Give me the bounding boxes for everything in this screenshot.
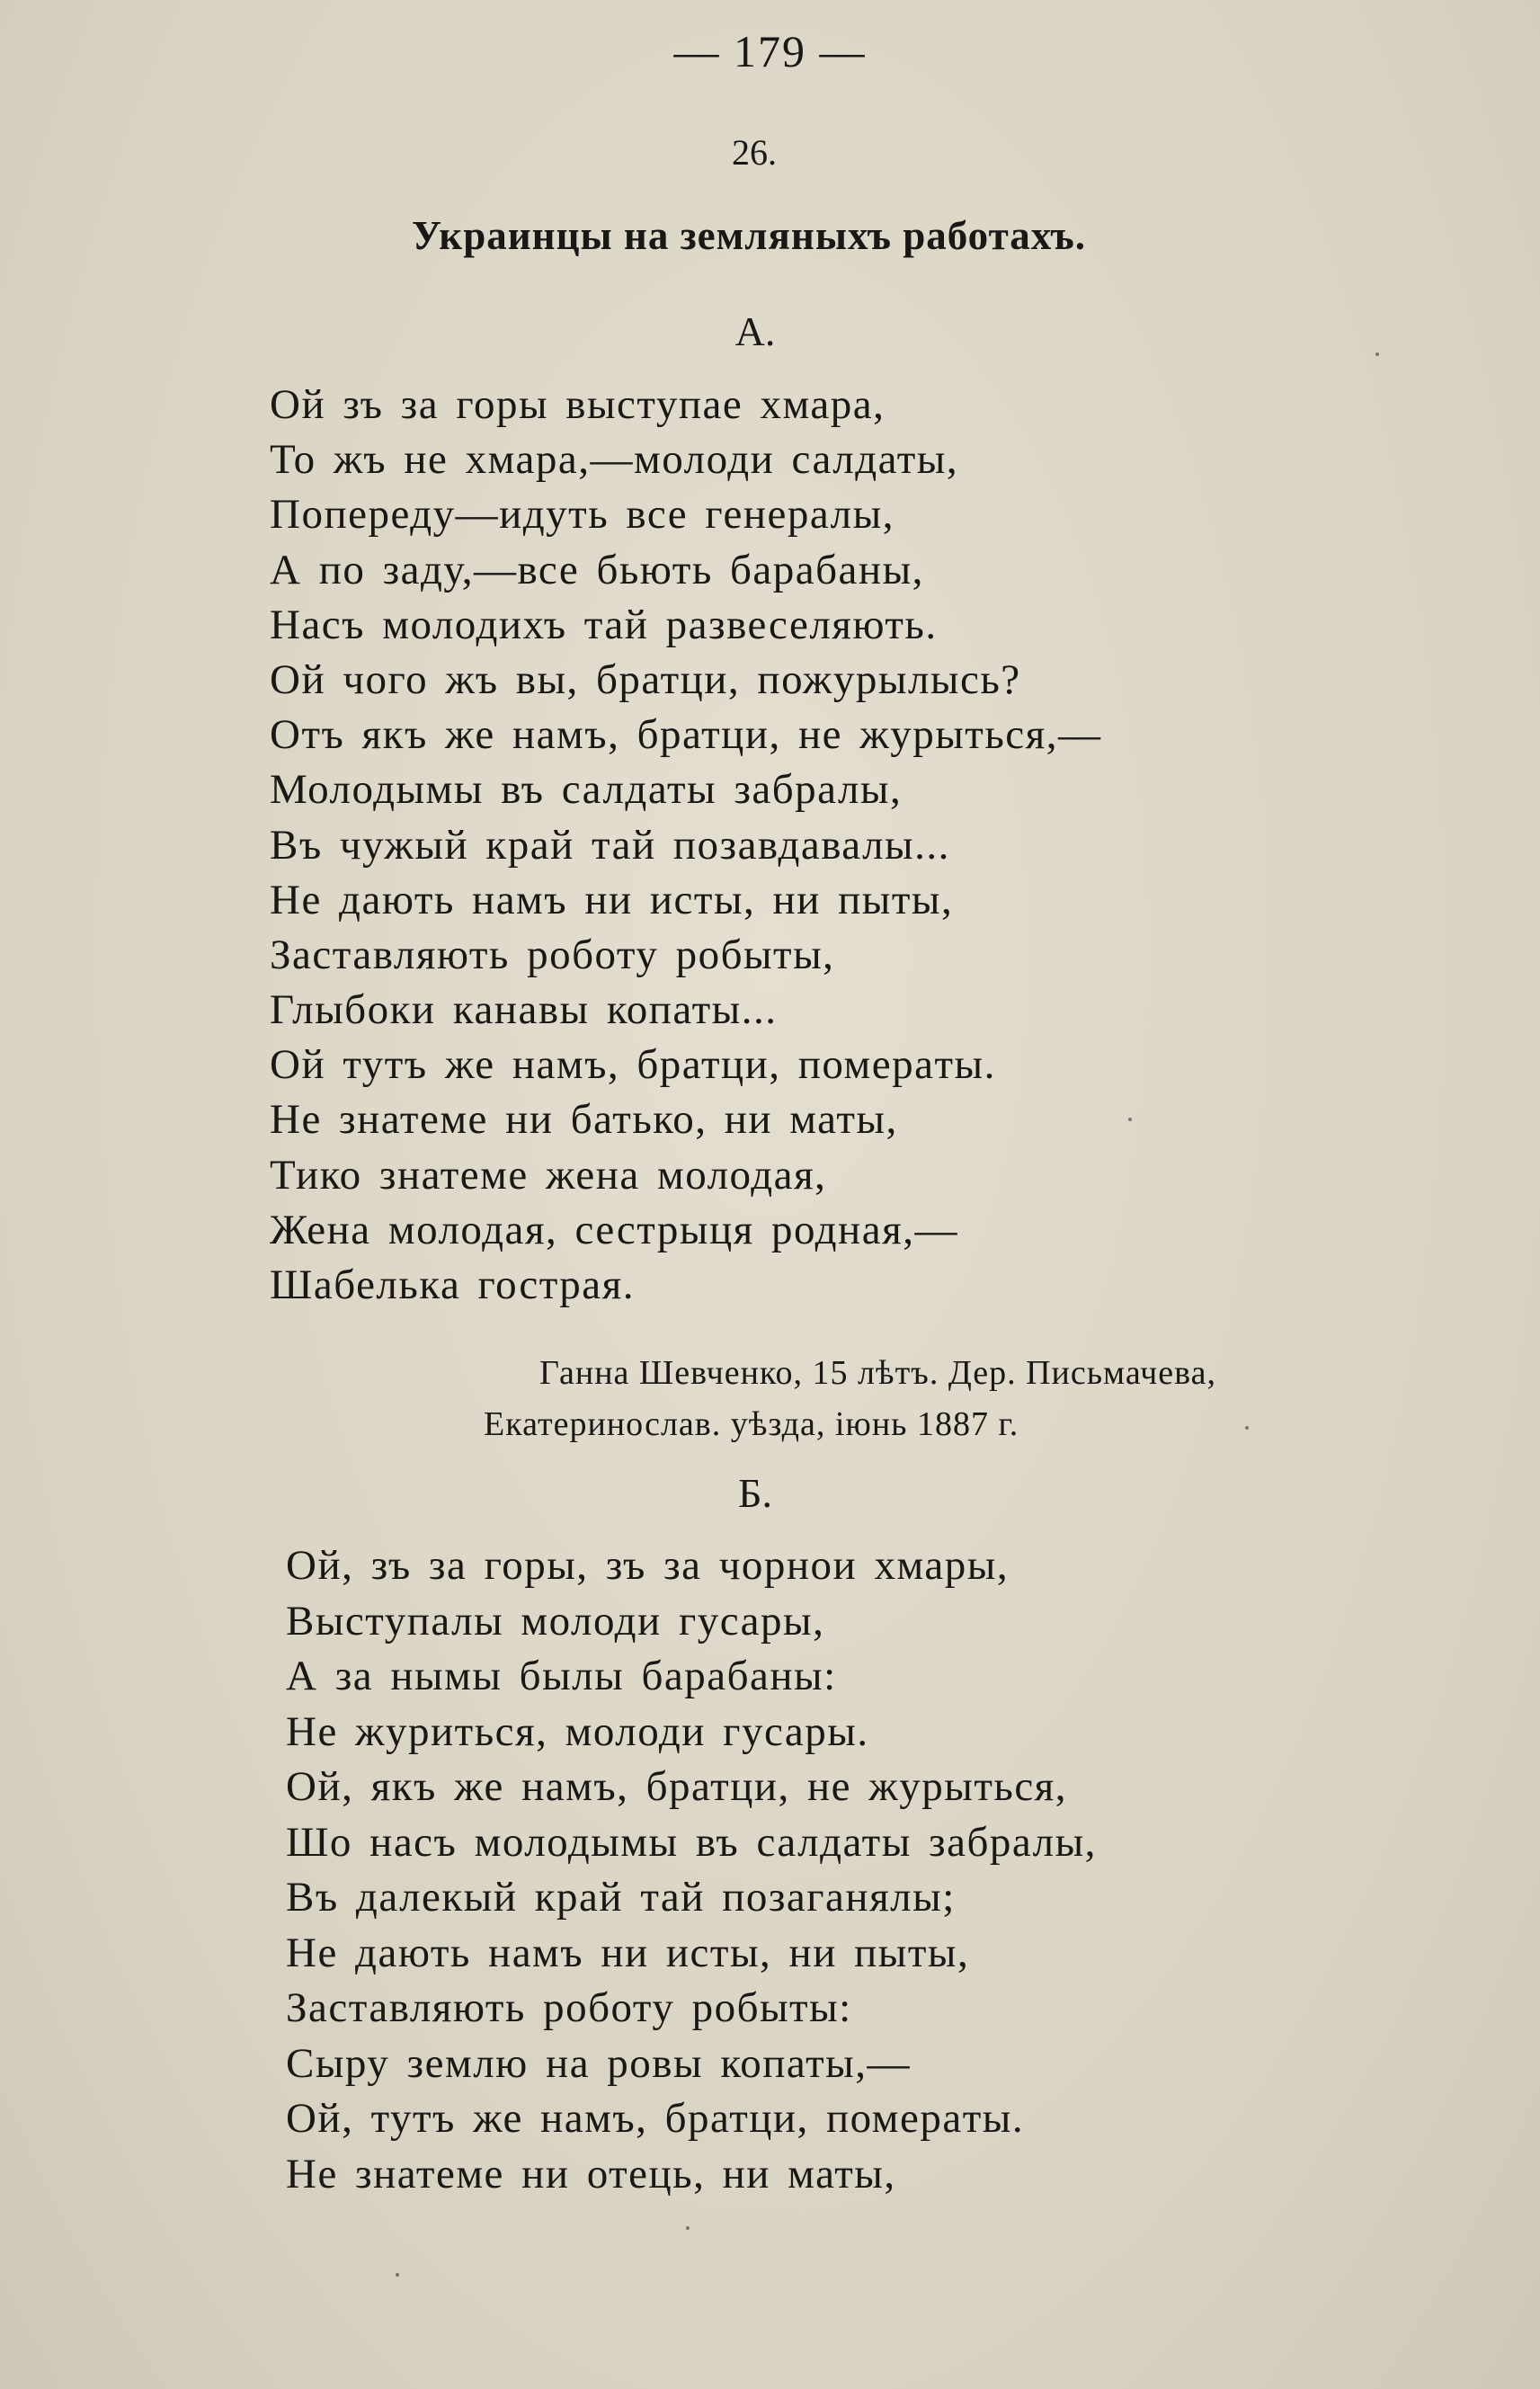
speck xyxy=(1375,352,1379,356)
verse-line: Въ чужый край тай позавдавалы... xyxy=(270,821,950,869)
verse-line: Отъ якъ же намъ, братци, не журыться,— xyxy=(270,711,1102,759)
section-a-label: А. xyxy=(734,308,776,354)
verse-line: Ой тутъ же намъ, братци, померaты. xyxy=(270,1041,996,1089)
verse-line: Не дають намъ ни исты, ни пыты, xyxy=(286,1929,970,1976)
verse-line: А по заду,—все бьють барабаны, xyxy=(270,546,924,593)
page-number: — 179 — xyxy=(673,26,867,76)
verse-line: Ой зъ за горы выступае хмара, xyxy=(270,381,886,428)
verse-line: Тико знатеме жена молодая, xyxy=(270,1151,827,1199)
verse-line: Сыру землю на ровы копаты,— xyxy=(286,2039,911,2087)
verse-b xyxy=(286,1538,1097,2202)
poem-number: 26. xyxy=(732,132,777,173)
section-b-label: Б. xyxy=(738,1470,772,1516)
verse-line: Насъ молодихъ тай развеселяють. xyxy=(270,601,938,648)
attribution-line-1: Ганна Шевченко, 15 лѣтъ. Дер. Письмачева, xyxy=(539,1354,1216,1392)
poem-title: Украинцы на земляныхъ работахъ. xyxy=(411,213,1087,258)
verse-line: Въ далекый край тай позаганялы; xyxy=(286,1874,956,1921)
speck xyxy=(686,2226,690,2230)
verse-line: Ой чого жъ вы, братци, пожурылысь? xyxy=(270,655,1021,703)
verse-line: Попереду—идуть все генералы, xyxy=(270,491,895,539)
speck xyxy=(1128,1118,1132,1121)
verse-line: Молодымы въ салдаты забралы, xyxy=(270,766,903,814)
verse-line: Не знатеме ни батько, ни маты, xyxy=(270,1096,898,1144)
attribution-line-2: Екатеринослав. уѣзда, іюнь 1887 г. xyxy=(484,1405,1019,1443)
verse-line: Выступалы молоди гусары, xyxy=(286,1597,825,1645)
verse-line: Шабелька гострая. xyxy=(270,1261,636,1308)
verse-line: Ой, зъ за горы, зъ за чорнои хмары, xyxy=(286,1542,1010,1589)
verse-line: А за нымы былы барабаны: xyxy=(286,1653,837,1699)
verse-line: Шо насъ молодымы въ салдаты забралы, xyxy=(286,1818,1097,1866)
verse-line: Ой, тутъ же намъ, братци, померaты. xyxy=(286,2095,1025,2142)
speck xyxy=(396,2273,399,2277)
verse-line: Ой, якъ же намъ, братци, не журыться, xyxy=(286,1763,1068,1810)
verse-a xyxy=(270,378,1101,1313)
verse-line: Жена молодая, сестрыця родная,— xyxy=(270,1206,958,1253)
verse-line: Заставляють роботу робыты: xyxy=(286,1984,852,2031)
speck xyxy=(1245,1426,1249,1430)
verse-line: Глыбоки канавы копаты... xyxy=(270,986,778,1034)
verse-line: Не знатеме ни отець, ни маты, xyxy=(286,2150,896,2197)
verse-line: То жъ не хмара,—молоди салдаты, xyxy=(270,436,959,484)
verse-line: Заставляють роботу робыты, xyxy=(270,931,835,978)
verse-line: Не журиться, молоди гусары. xyxy=(286,1707,869,1755)
verse-line: Не дають намъ ни исты, ни пыты, xyxy=(270,876,954,923)
